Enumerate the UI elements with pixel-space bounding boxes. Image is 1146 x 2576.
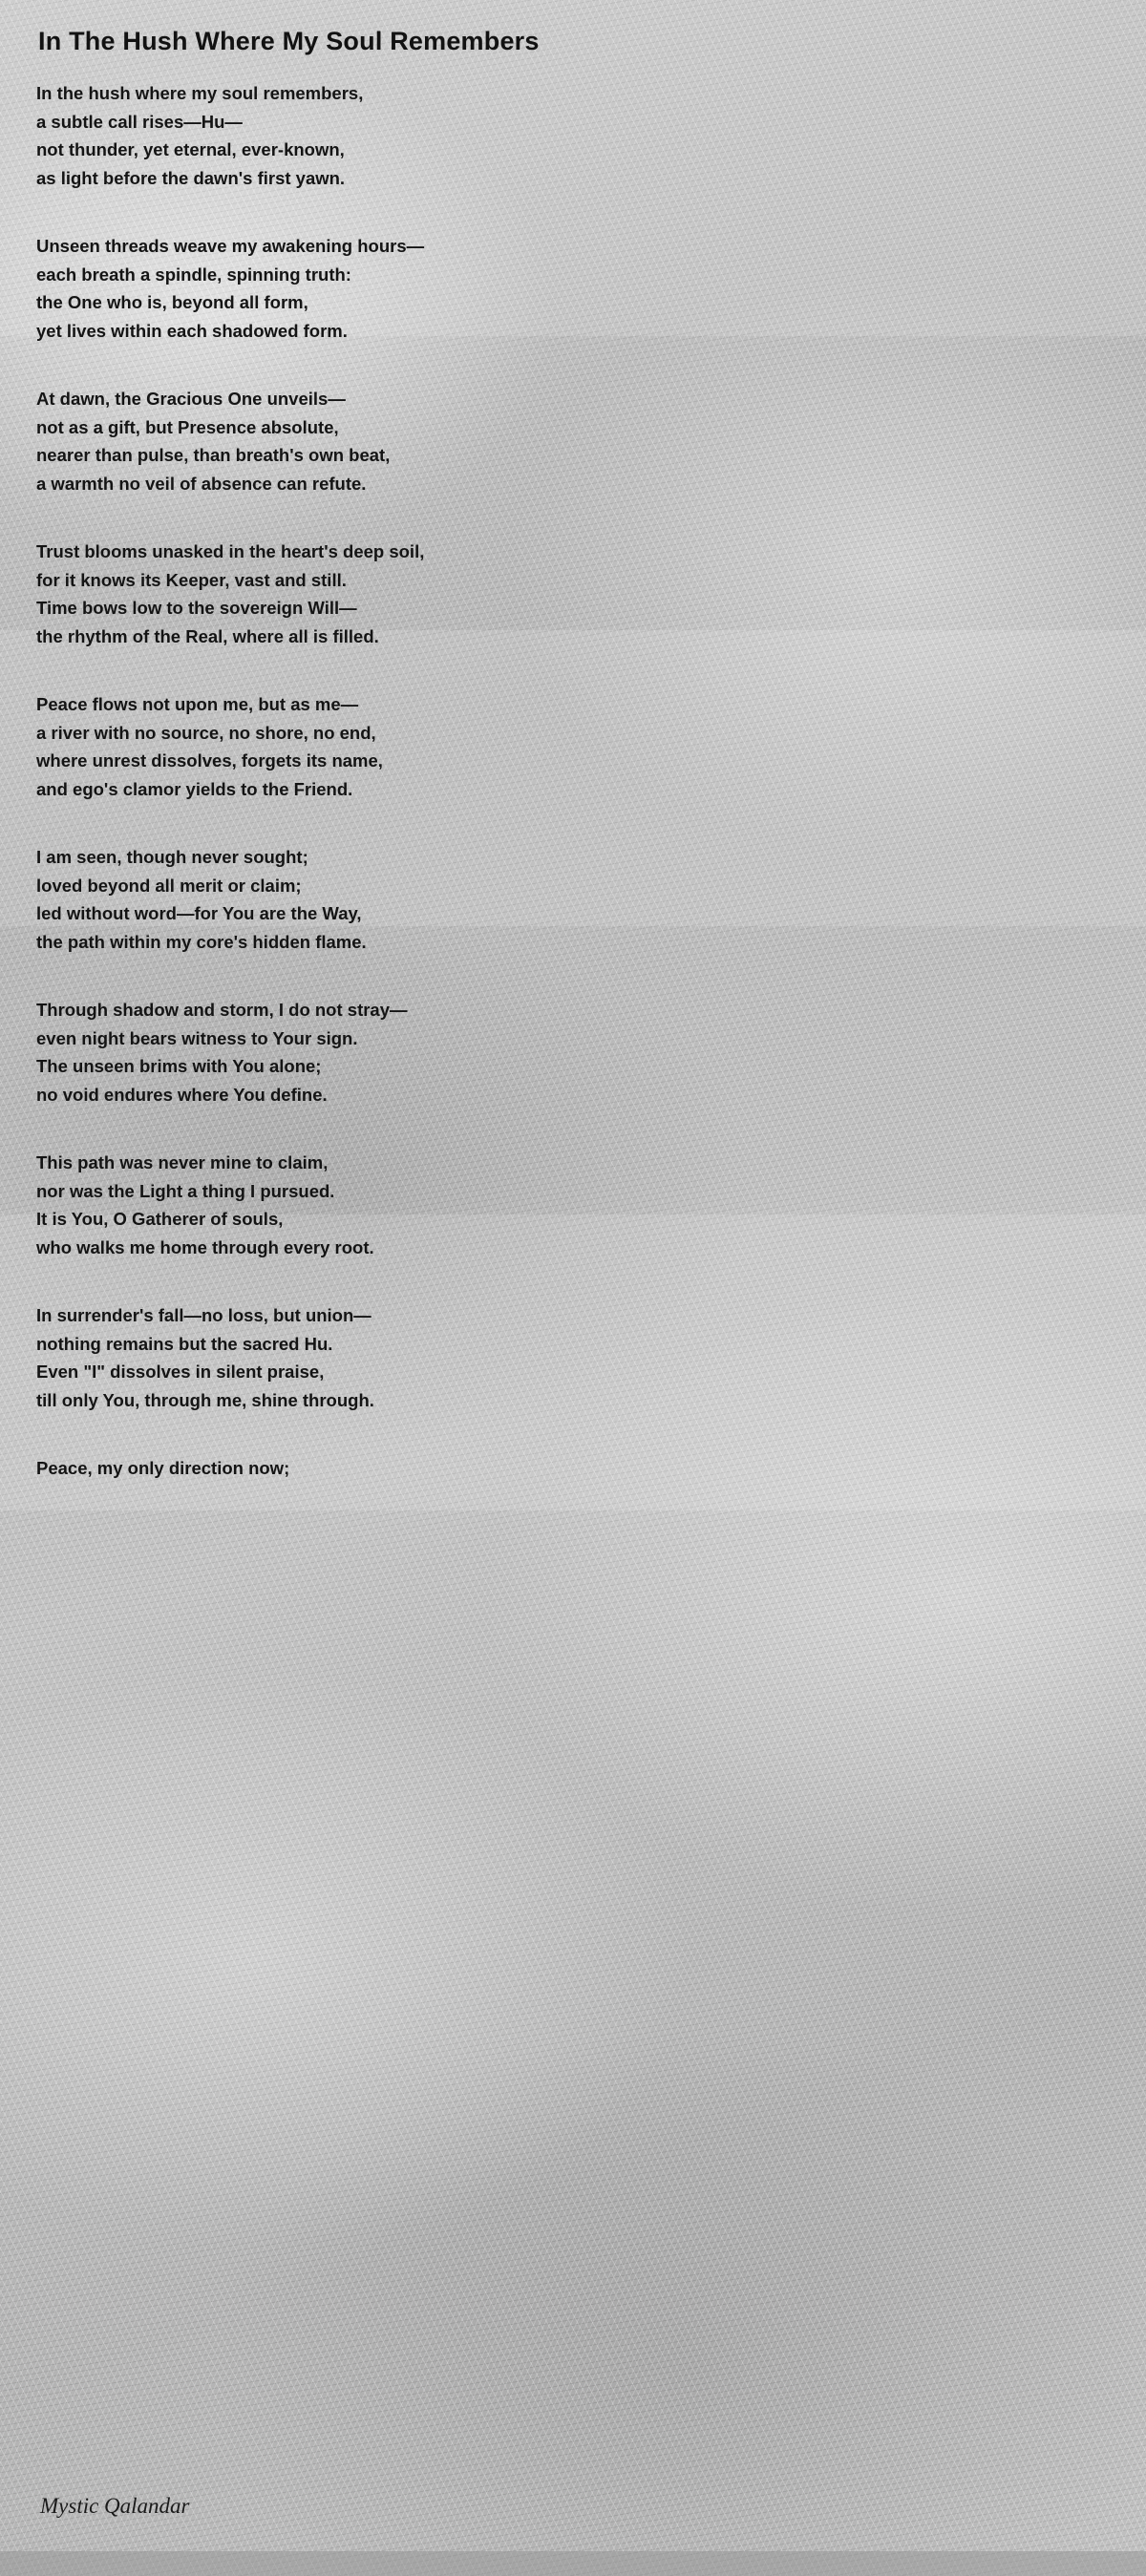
poem-line: In surrender's fall—no loss, but union—	[36, 1305, 371, 1325]
stanza	[36, 1301, 991, 1414]
stanza	[36, 232, 991, 345]
poem-line: the rhythm of the Real, where all is filled.	[36, 625, 379, 646]
poem-line: Peace flows not upon me, but as me—	[36, 694, 359, 714]
poem-line: Through shadow and storm, I do not stray—	[36, 1000, 408, 1020]
poem-line: who walks me home through every root.	[36, 1236, 374, 1257]
poem-line: The unseen brims with You alone;	[36, 1056, 322, 1076]
stanza	[36, 79, 991, 192]
poem-line: a subtle call rises—Hu—	[36, 111, 243, 132]
stanza	[36, 538, 991, 650]
poem-line: each breath a spindle, spinning truth:	[36, 264, 351, 285]
poem-line: led without word—for You are the Way,	[36, 903, 362, 923]
poem-line: Trust blooms unasked in the heart's deep soil,	[36, 541, 425, 561]
poem-line: Time bows low to the sovereign Will—	[36, 598, 357, 618]
poem-line: nothing remains but the sacred Hu.	[36, 1333, 333, 1354]
stanza	[36, 690, 991, 803]
poem-line: a river with no source, no shore, no end,	[36, 722, 376, 743]
poem-line: a warmth no veil of absence can refute.	[36, 473, 367, 494]
poem-line: even night bears witness to Your sign.	[36, 1027, 358, 1048]
poem-line: for it knows its Keeper, vast and still.	[36, 569, 347, 590]
poem-line: In the hush where my soul remembers,	[36, 83, 364, 103]
poem-line: nearer than pulse, than breath's own beat,	[36, 445, 391, 465]
stanza	[36, 843, 991, 956]
poem-line: yet lives within each shadowed form.	[36, 320, 348, 341]
page-title: In The Hush Where My Soul Remembers	[38, 27, 540, 55]
poem-line: I am seen, though never sought;	[36, 847, 308, 867]
poem-line: It is You, O Gatherer of souls,	[36, 1209, 284, 1229]
bottom-strip	[0, 2551, 1146, 2576]
stanza	[36, 1454, 991, 1483]
poem-line: the path within my core's hidden flame.	[36, 931, 367, 952]
poem-line: till only You, through me, shine through.	[36, 1389, 374, 1410]
poem-line: as light before the dawn's first yawn.	[36, 167, 346, 188]
poem-line: At dawn, the Gracious One unveils—	[36, 389, 346, 409]
poem-line: not as a gift, but Presence absolute,	[36, 416, 339, 437]
poem-line: not thunder, yet eternal, ever-known,	[36, 139, 345, 159]
author-signature: Mystic Qalandar	[40, 2494, 190, 2518]
stanza	[36, 1149, 991, 1261]
poem-line: nor was the Light a thing I pursued.	[36, 1180, 335, 1201]
poem-line: the One who is, beyond all form,	[36, 292, 308, 312]
poem-line: This path was never mine to claim,	[36, 1152, 329, 1172]
poem-line: Even "I" dissolves in silent praise,	[36, 1362, 325, 1382]
poem-line: where unrest dissolves, forgets its name,	[36, 750, 383, 771]
poem-line: and ego's clamor yields to the Friend.	[36, 778, 353, 799]
poem-line: no void endures where You define.	[36, 1084, 328, 1105]
poem-line: Peace, my only direction now;	[36, 1458, 290, 1478]
stanza	[36, 996, 991, 1109]
poem-line: loved beyond all merit or claim;	[36, 875, 302, 896]
stanza	[36, 385, 991, 497]
poem-body	[36, 79, 991, 1523]
poem-line: Unseen threads weave my awakening hours—	[36, 236, 425, 256]
